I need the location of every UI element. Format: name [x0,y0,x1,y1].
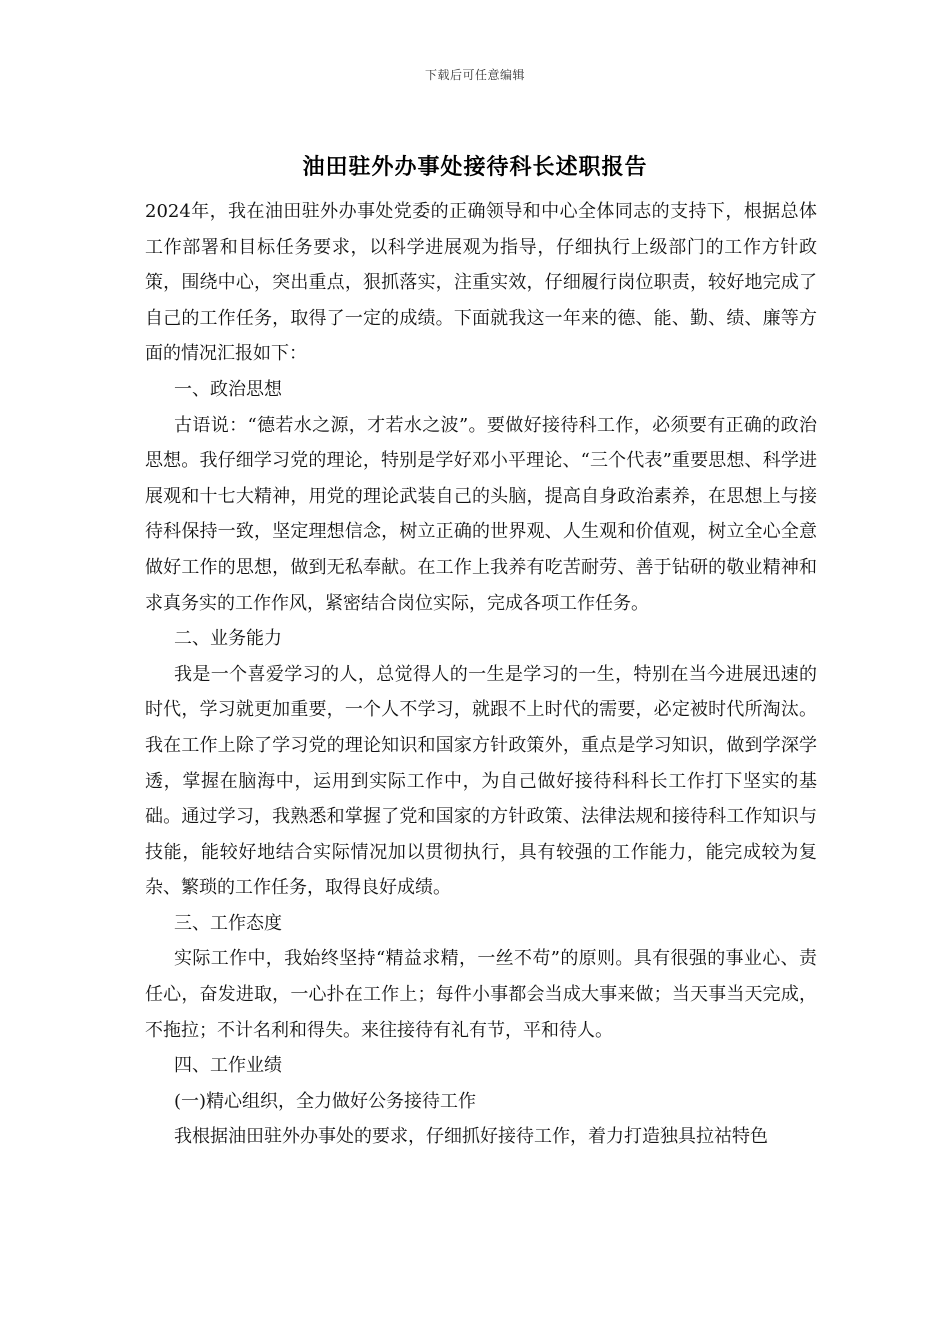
section-heading-attitude: 三、工作态度 [174,912,282,934]
paragraph-politics: 古语说：“德若水之源，才若水之波”。要做好接待科工作，必须要有正确的政治思想。我仔细学习党的理论，特别是学好邓小平理论、“三个代表”重要思想、科学进展观和十七大精神，用党的理论武装自己的头脑，提高自身政治素养，在思想上与接待科保持一致，坚定理想信念，树立正确的世界观、人生观和价值观，树立全心全意做好工作的思想，做到无私奉献。在工作上我养有吃苦耐劳、善于钻研的敬业精神和求真务实的工作作风，紧密结合岗位实际，完成各项工作任务。 [145,414,817,614]
header-note: 下载后可任意编辑 [424,68,525,82]
paragraph-ability: 我是一个喜爱学习的人，总觉得人的一生是学习的一生，特别在当今进展迅速的时代，学习就更加重要，一个人不学习，就跟不上时代的需要，必定被时代所淘汰。我在工作上除了学习党的理论知识和国家方针政策外，重点是学习知识，做到学深学透，掌握在脑海中，运用到实际工作中，为自己做好接待科科长工作打下坚实的基础。通过学习，我熟悉和掌握了党和国家的方针政策、法律法规和接待科工作知识与技能，能较好地结合实际情况加以贯彻执行，具有较强的工作能力，能完成较为复杂、繁琐的工作任务，取得良好成绩。 [145,663,817,899]
paragraph-intro: 2024年，我在油田驻外办事处党委的正确领导和中心全体同志的支持下，根据总体工作部署和目标任务要求，以科学进展观为指导，仔细执行上级部门的工作方针政策，围绕中心，突出重点，狠抓落实，注重实效，仔细履行岗位职责，较好地完成了自己的工作任务，取得了一定的成绩。下面就我这一年来的德、能、勤、绩、廉等方面的情况汇报如下： [145,201,817,365]
section-heading-politics: 一、政治思想 [174,378,282,400]
document-title: 油田驻外办事处接待科长述职报告 [302,154,648,180]
section-heading-performance: 四、工作业绩 [174,1055,282,1077]
paragraph-reception: 我根据油田驻外办事处的要求，仔细抓好接待工作，着力打造独具拉祜特色 [174,1126,768,1148]
section-heading-ability: 二、业务能力 [174,628,282,650]
subsection-heading-reception: (一)精心组织，全力做好公务接待工作 [174,1090,477,1112]
document-body [145,194,817,1155]
paragraph-attitude: 实际工作中，我始终坚持“精益求精，一丝不苟”的原则。具有很强的事业心、责任心，奋发进取，一心扑在工作上；每件小事都会当成大事来做；当天事当天完成，不拖拉；不计名利和得失。来往接待有礼有节，平和待人。 [145,948,817,1041]
